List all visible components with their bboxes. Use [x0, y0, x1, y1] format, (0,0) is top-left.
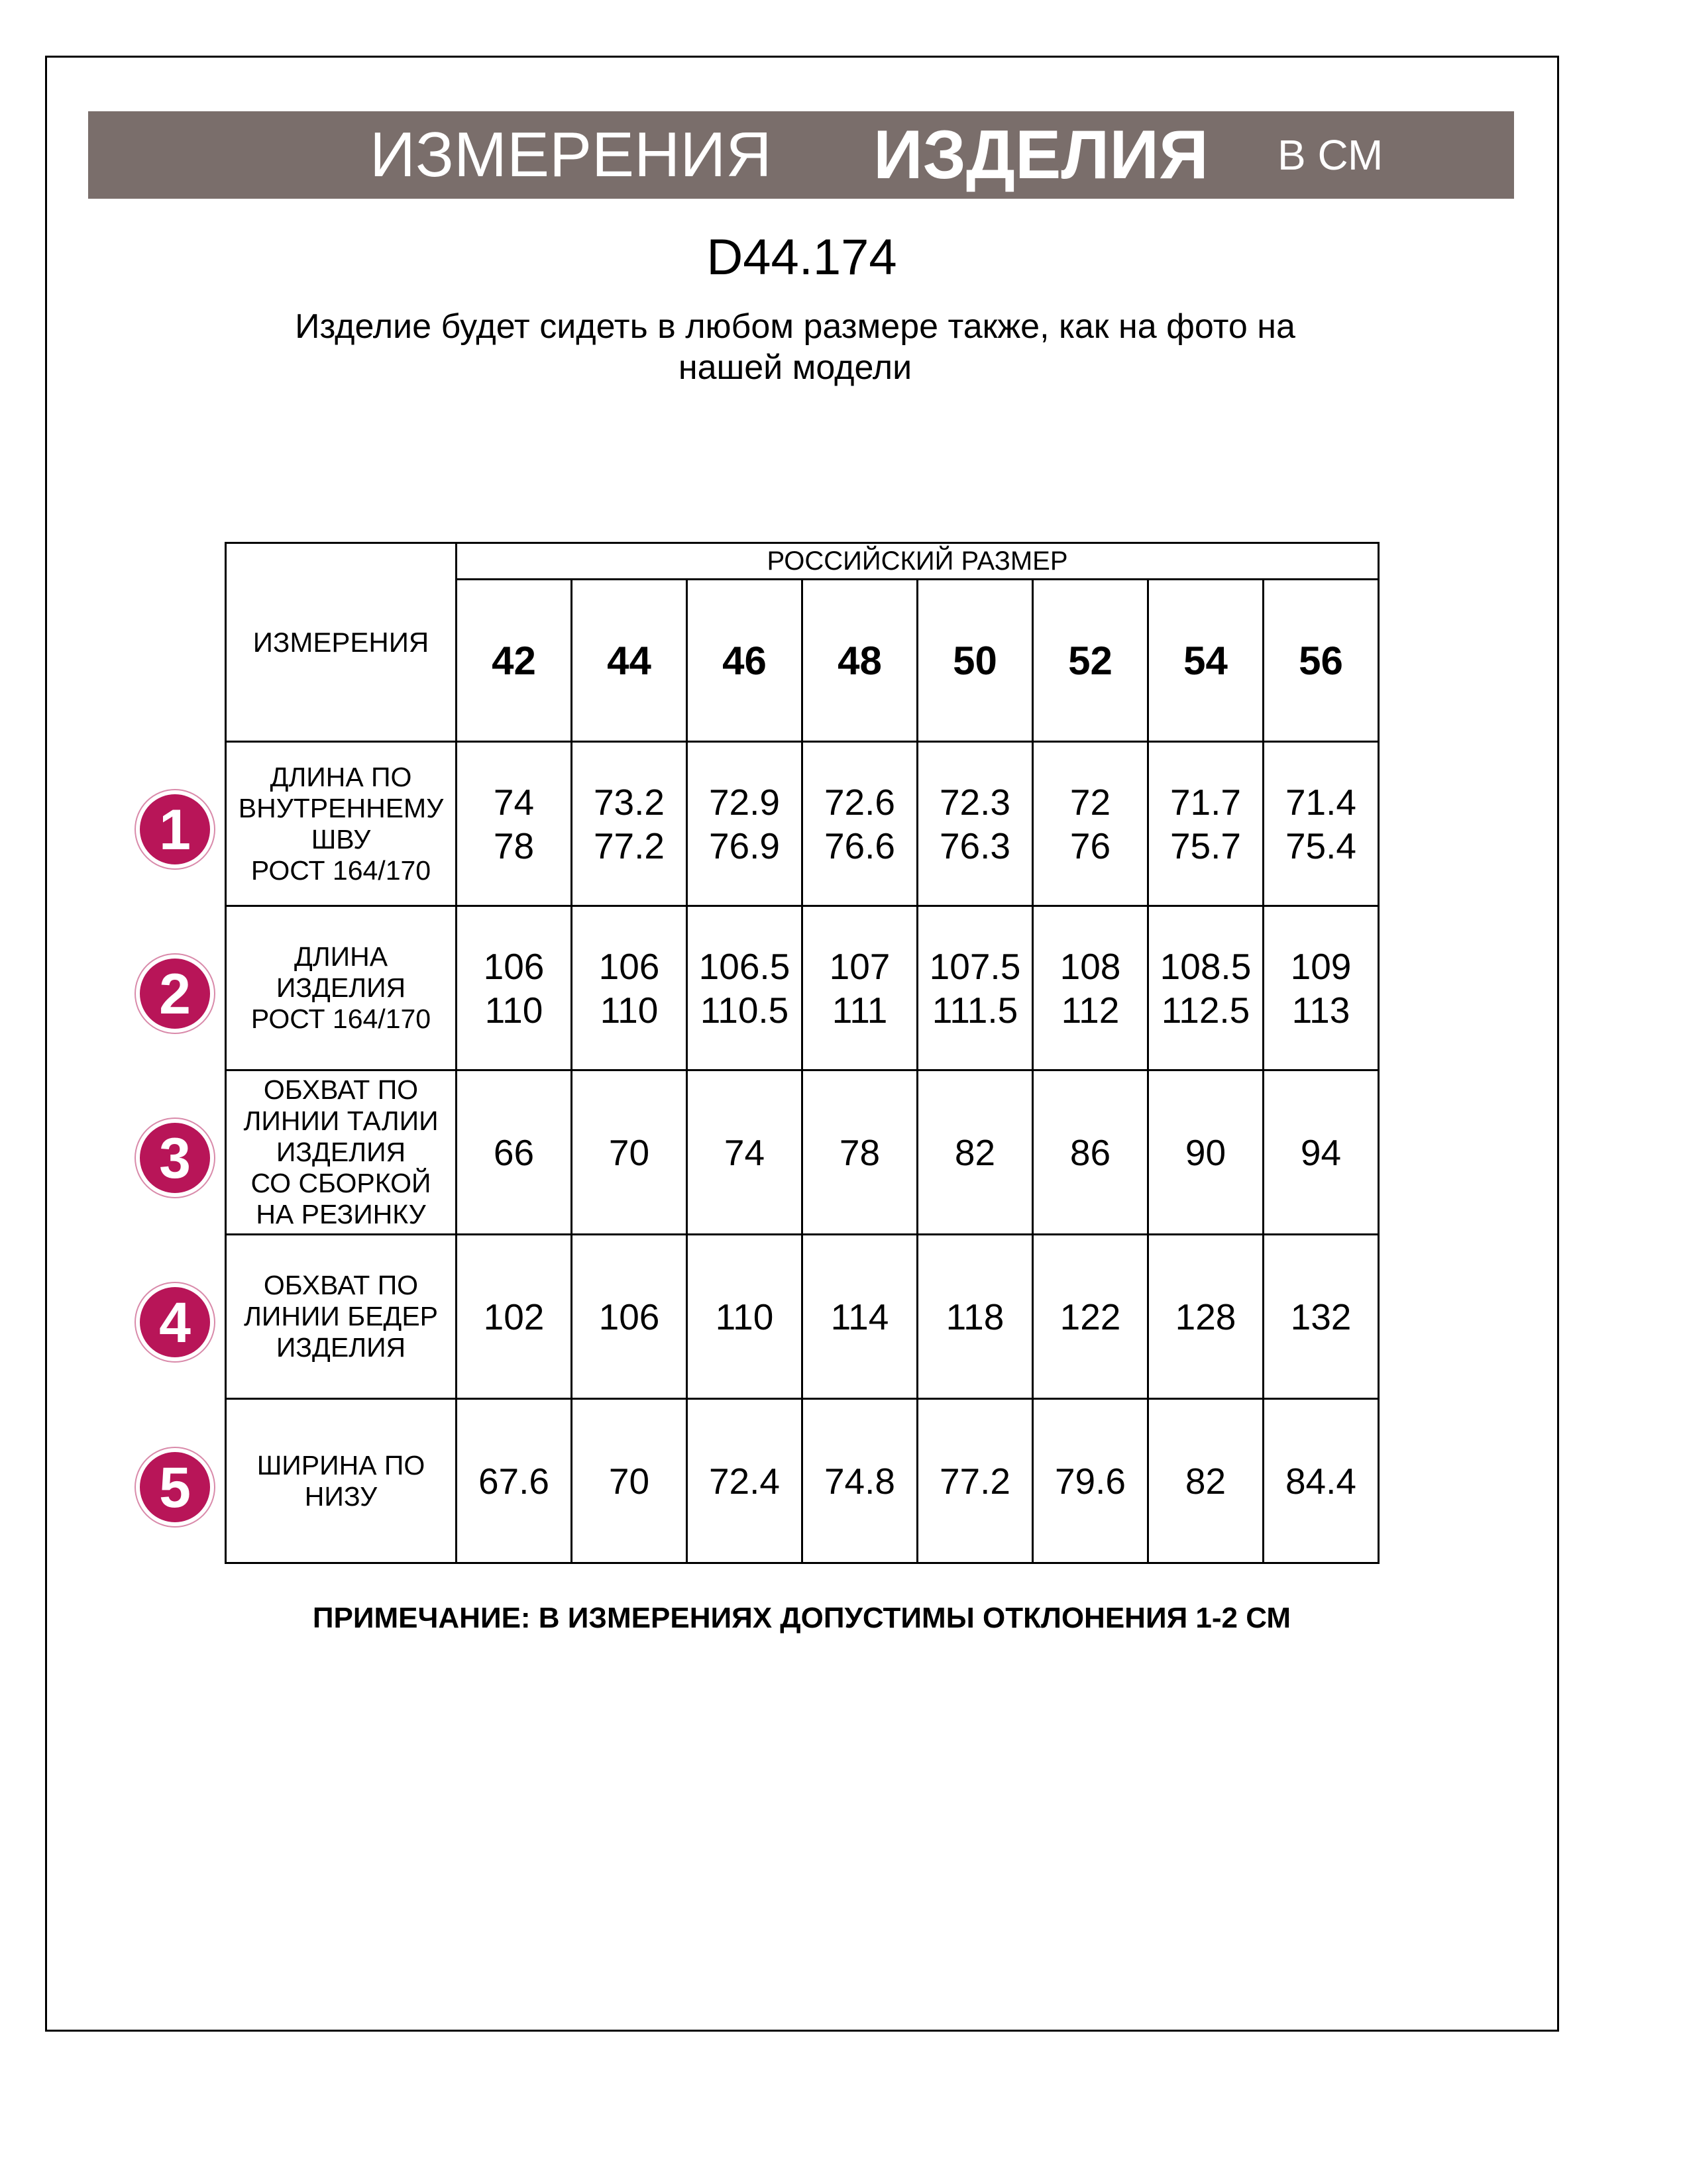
value-cell-44: 106 110: [572, 906, 687, 1070]
value-cell-50: 107.5 111.5: [918, 906, 1033, 1070]
value-cell-44: 70: [572, 1399, 687, 1563]
fit-note: Изделие будет сидеть в любом размере также, как на фото на нашей модели: [295, 307, 1295, 387]
table-row: [226, 906, 1379, 1070]
value-cell-48: 72.6 76.6: [802, 742, 918, 906]
value-cell-46: 72.4: [687, 1399, 802, 1563]
value-cell-52: 72 76: [1033, 742, 1148, 906]
measurement-label: ОБХВАТ ПО ЛИНИИ БЕДЕР ИЗДЕЛИЯ: [226, 1235, 457, 1399]
table-row: [226, 742, 1379, 906]
value-cell-56: 84.4: [1264, 1399, 1379, 1563]
table-row: [226, 1399, 1379, 1563]
size-48: 48: [802, 580, 918, 742]
size-56: 56: [1264, 580, 1379, 742]
value-cell-54: 71.7 75.7: [1148, 742, 1264, 906]
footer-note: ПРИМЕЧАНИЕ: В ИЗМЕРЕНИЯХ ДОПУСТИМЫ ОТКЛОНЕНИЯ 1-2 СМ: [312, 1602, 1291, 1634]
table-row: [226, 1070, 1379, 1235]
value-cell-56: 71.4 75.4: [1264, 742, 1379, 906]
row-number-badge: 1: [136, 790, 214, 868]
size-52: 52: [1033, 580, 1148, 742]
measurement-label: ДЛИНА ИЗДЕЛИЯ РОСТ 164/170: [226, 906, 457, 1070]
banner-word-measurements: ИЗМЕРЕНИЯ: [370, 119, 772, 190]
banner-word-product: ИЗДЕЛИЯ: [873, 117, 1209, 193]
value-cell-46: 106.5 110.5: [687, 906, 802, 1070]
value-cell-42: 106 110: [457, 906, 572, 1070]
value-cell-56: 94: [1264, 1070, 1379, 1235]
size-46: 46: [687, 580, 802, 742]
value-cell-42: 67.6: [457, 1399, 572, 1563]
row-number-badge: 2: [136, 955, 214, 1033]
value-cell-54: 82: [1148, 1399, 1264, 1563]
size-table: [225, 542, 1380, 1564]
value-cell-56: 109 113: [1264, 906, 1379, 1070]
product-code: D44.174: [706, 229, 897, 286]
value-cell-42: 66: [457, 1070, 572, 1235]
banner-unit: В СМ: [1277, 131, 1384, 179]
value-cell-50: 77.2: [918, 1399, 1033, 1563]
value-cell-50: 72.3 76.3: [918, 742, 1033, 906]
size-54: 54: [1148, 580, 1264, 742]
value-cell-52: 122: [1033, 1235, 1148, 1399]
value-cell-54: 128: [1148, 1235, 1264, 1399]
value-cell-50: 118: [918, 1235, 1033, 1399]
value-cell-42: 102: [457, 1235, 572, 1399]
title-banner: [88, 111, 1514, 199]
measurement-label: ШИРИНА ПО НИЗУ: [226, 1399, 457, 1563]
measurement-label: ДЛИНА ПО ВНУТРЕННЕМУ ШВУ РОСТ 164/170: [226, 742, 457, 906]
value-cell-56: 132: [1264, 1235, 1379, 1399]
value-cell-44: 73.2 77.2: [572, 742, 687, 906]
size-44: 44: [572, 580, 687, 742]
value-cell-48: 78: [802, 1070, 918, 1235]
value-cell-46: 74: [687, 1070, 802, 1235]
value-cell-54: 108.5 112.5: [1148, 906, 1264, 1070]
value-cell-54: 90: [1148, 1070, 1264, 1235]
value-cell-48: 107 111: [802, 906, 918, 1070]
size-42: 42: [457, 580, 572, 742]
table-row: [226, 1235, 1379, 1399]
value-cell-52: 108 112: [1033, 906, 1148, 1070]
value-cell-50: 82: [918, 1070, 1033, 1235]
russian-size-header: РОССИЙСКИЙ РАЗМЕР: [457, 543, 1379, 580]
row-number-badge: 5: [136, 1448, 214, 1526]
value-cell-52: 86: [1033, 1070, 1148, 1235]
value-cell-46: 110: [687, 1235, 802, 1399]
value-cell-42: 74 78: [457, 742, 572, 906]
value-cell-48: 114: [802, 1235, 918, 1399]
value-cell-44: 70: [572, 1070, 687, 1235]
size-50: 50: [918, 580, 1033, 742]
row-number-badge: 3: [136, 1119, 214, 1197]
value-cell-48: 74.8: [802, 1399, 918, 1563]
value-cell-44: 106: [572, 1235, 687, 1399]
row-number-badge: 4: [136, 1283, 214, 1361]
value-cell-52: 79.6: [1033, 1399, 1148, 1563]
measurement-label: ОБХВАТ ПО ЛИНИИ ТАЛИИ ИЗДЕЛИЯ СО СБОРКОЙ НА РЕЗИНКУ: [226, 1070, 457, 1235]
value-cell-46: 72.9 76.9: [687, 742, 802, 906]
measurements-header: ИЗМЕРЕНИЯ: [226, 543, 457, 742]
